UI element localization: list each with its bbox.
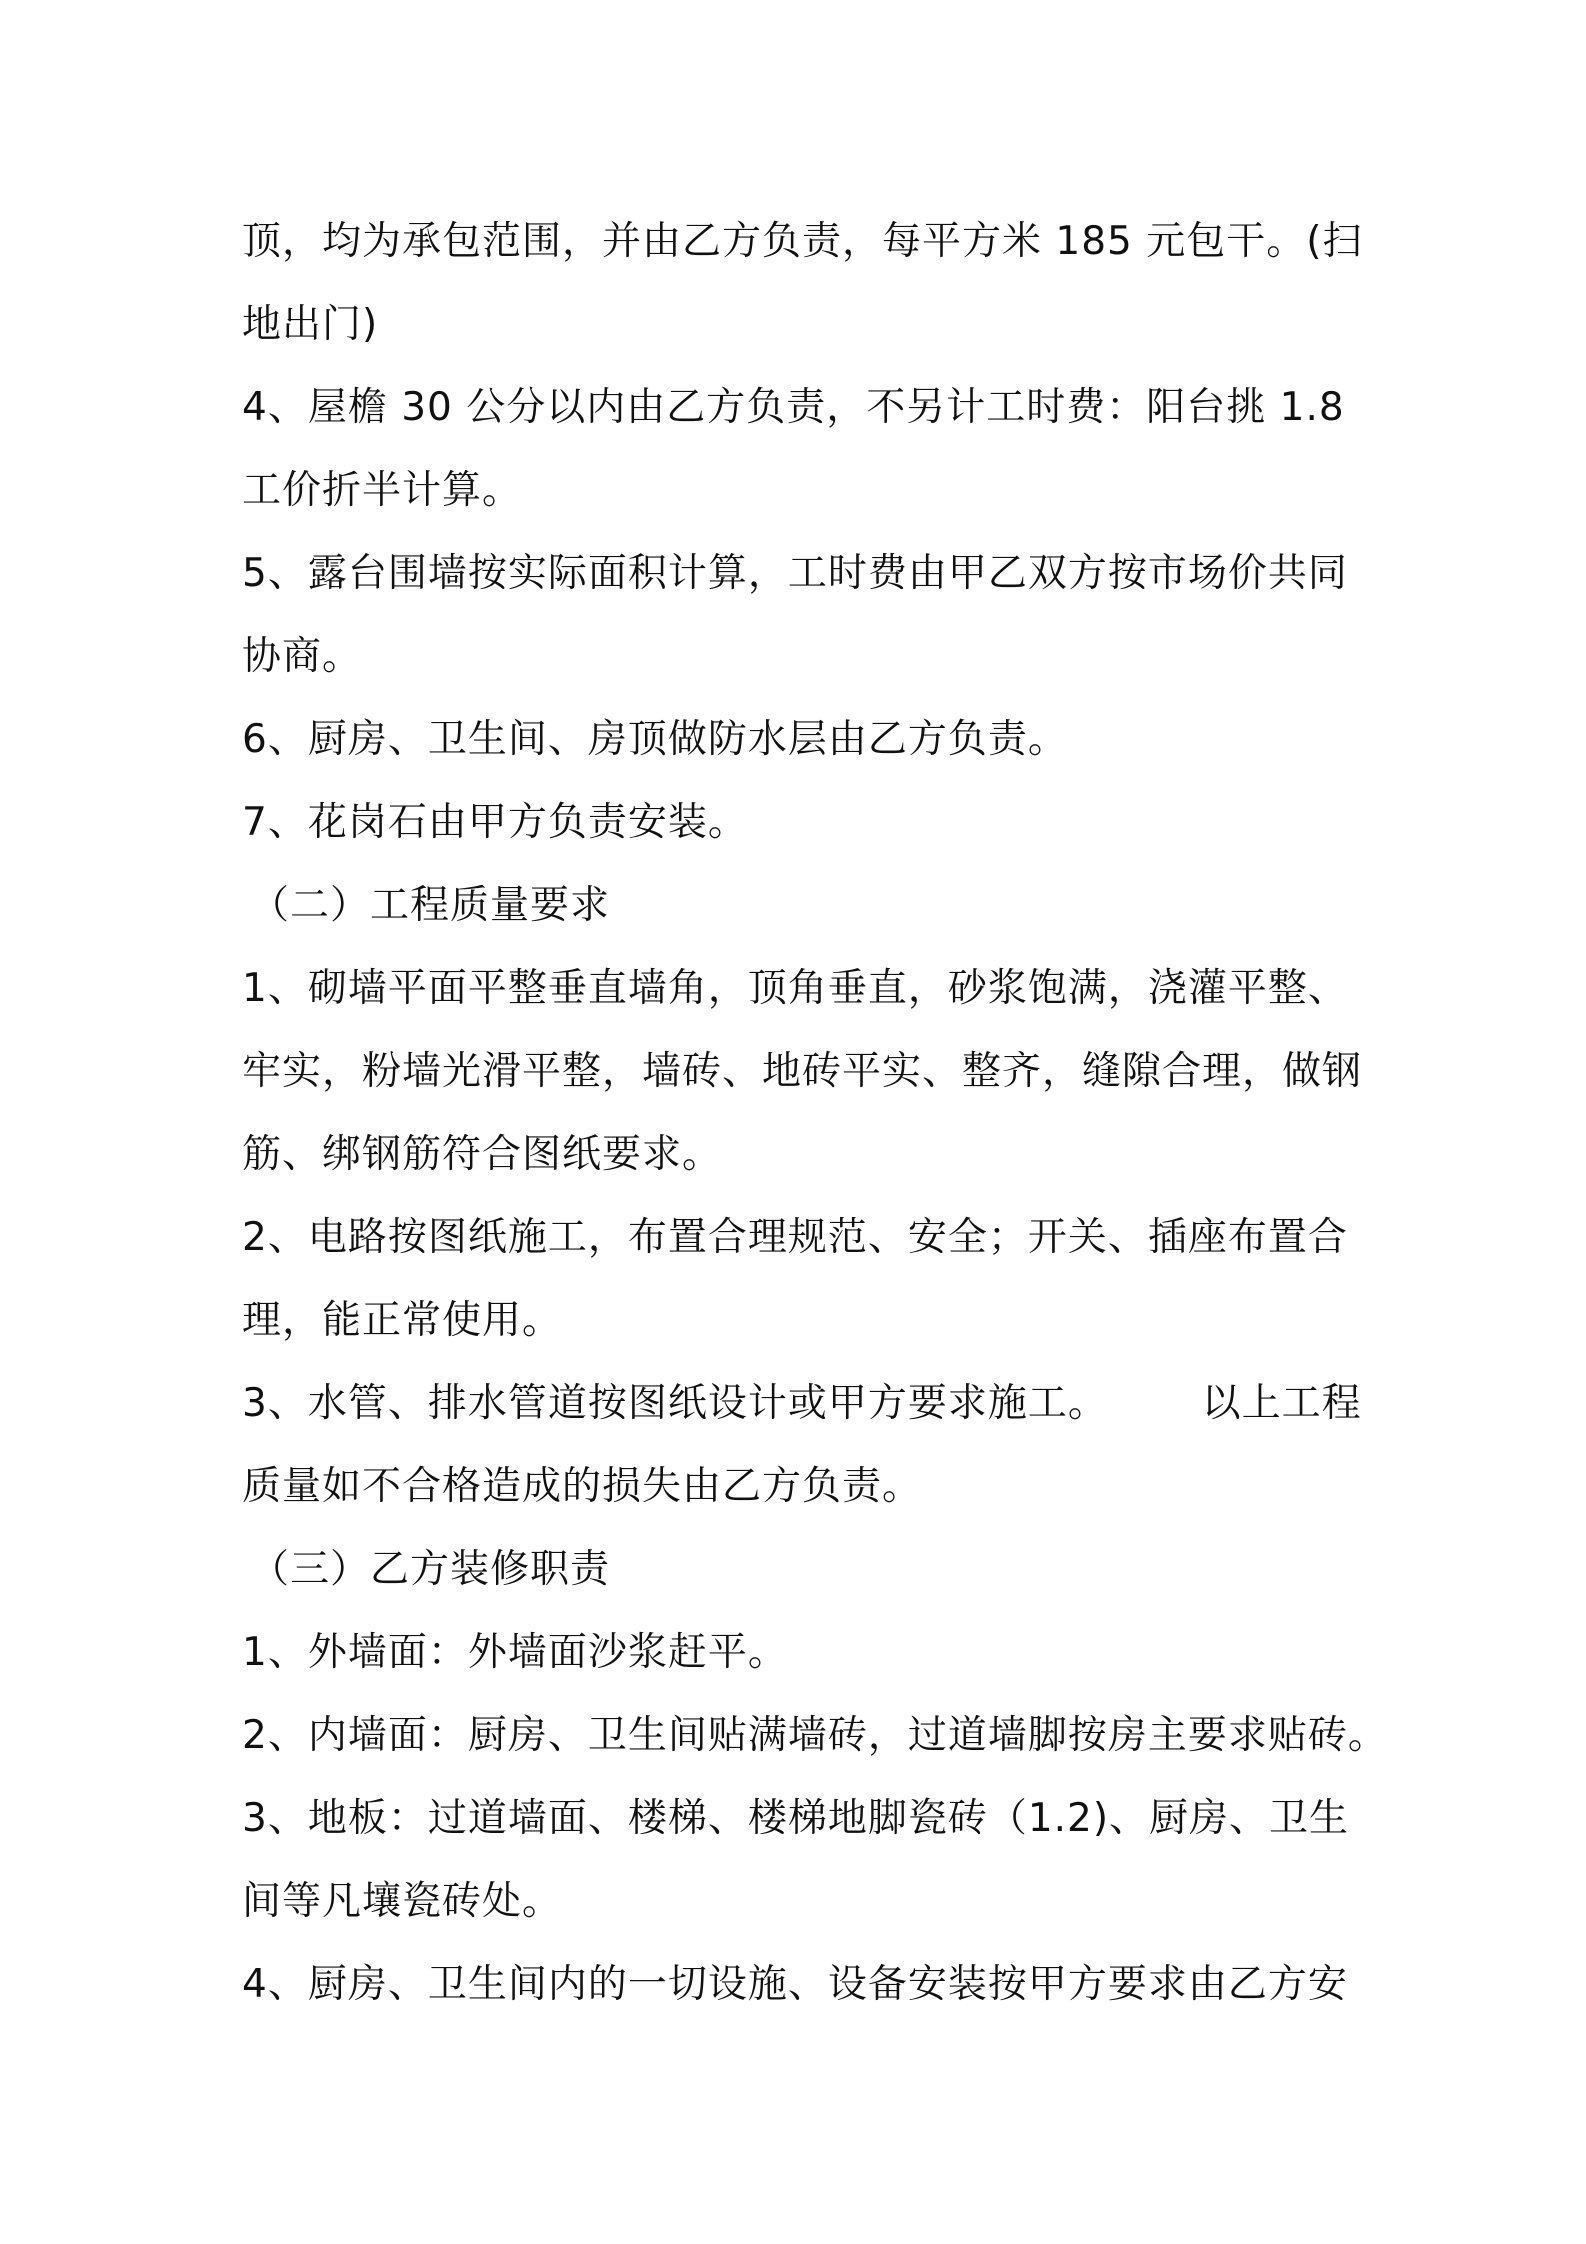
text-line: 5、露台围墙按实际面积计算，工时费由甲乙双方按市场价共同 xyxy=(242,551,1348,596)
text-line: 筋、绑钢筋符合图纸要求。 xyxy=(242,1132,723,1177)
text-line: 地出门) xyxy=(242,302,379,347)
text-line: 1、砌墙平面平整垂直墙角，顶角垂直，砂浆饱满，浇灌平整、 xyxy=(242,966,1348,1011)
text-line: 4、屋檐 30 公分以内由乙方负责，不另计工时费：阳台挑 1.8 xyxy=(242,385,1345,430)
text-line: 顶，均为承包范围，并由乙方负责，每平方米 185 元包干。(扫 xyxy=(242,219,1363,264)
section-heading: （二）工程质量要求 xyxy=(250,883,611,928)
text-line: 7、花岗石由甲方负责安装。 xyxy=(242,800,748,845)
text-line: 3、地板：过道墙面、楼梯、楼梯地脚瓷砖（1.2)、厨房、卫生 xyxy=(242,1796,1350,1841)
text-line: 3、水管、排水管道按图纸设计或甲方要求施工。 以上工程 xyxy=(242,1381,1362,1426)
section-heading: （三）乙方装修职责 xyxy=(250,1547,611,1592)
text-line: 协商。 xyxy=(242,634,363,679)
text-line: 1、外墙面：外墙面沙浆赶平。 xyxy=(242,1630,788,1675)
text-line: 4、厨房、卫生间内的一切设施、设备安装按甲方要求由乙方安 xyxy=(242,1962,1348,2007)
text-line: 2、内墙面：厨房、卫生间贴满墙砖，过道墙脚按房主要求贴砖。 xyxy=(242,1713,1388,1758)
text-line: 牢实，粉墙光滑平整，墙砖、地砖平实、整齐，缝隙合理，做钢 xyxy=(242,1049,1363,1094)
text-line: 质量如不合格造成的损失由乙方负责。 xyxy=(242,1464,923,1509)
text-line: 工价折半计算。 xyxy=(242,468,523,513)
text-line: 理，能正常使用。 xyxy=(242,1298,563,1343)
text-line: 间等凡壤瓷砖处。 xyxy=(242,1879,563,1924)
text-line: 6、厨房、卫生间、房顶做防水层由乙方负责。 xyxy=(242,717,1068,762)
text-line: 2、电路按图纸施工，布置合理规范、安全；开关、插座布置合 xyxy=(242,1215,1348,1260)
document-body xyxy=(242,200,1392,2026)
